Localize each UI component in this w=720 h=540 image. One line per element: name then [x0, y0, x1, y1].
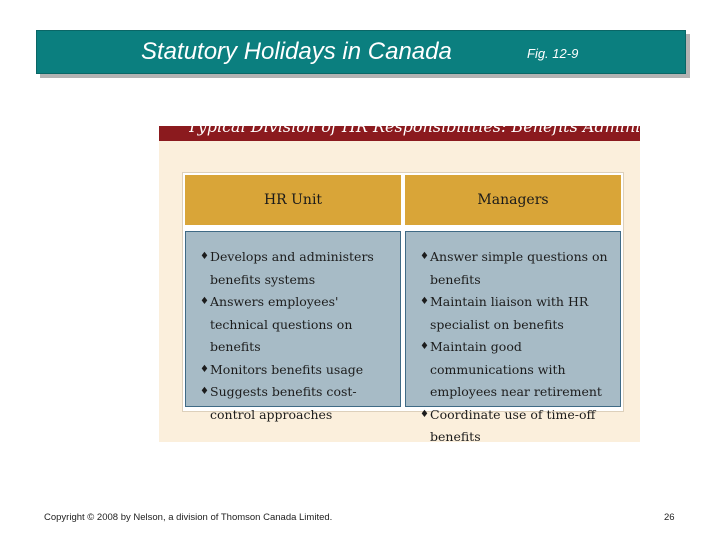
- figure-header: [159, 117, 704, 141]
- copyright-notice: Copyright © 2008 by Nelson, a division of Thomson Canada Limited.: [44, 512, 333, 523]
- list-item: ♦ Monitors benefits usage: [200, 359, 394, 382]
- diamond-bullet-icon: ♦: [420, 296, 429, 307]
- figure-label: Fig. 12-9: [527, 46, 579, 61]
- hr-unit-list: [200, 246, 394, 426]
- diamond-bullet-icon: ♦: [200, 363, 209, 375]
- column-heading-hr-unit: [185, 175, 401, 225]
- list-item: ♦ Develops and administers benefits systems: [200, 246, 394, 291]
- responsibilities-table: [182, 172, 624, 444]
- page-number: 26: [664, 512, 675, 523]
- column-heading-managers: [405, 175, 621, 225]
- diamond-bullet-icon: ♦: [200, 296, 209, 307]
- figure-image: [159, 117, 704, 444]
- managers-list: [420, 246, 614, 449]
- column-heading-label: HR Unit: [263, 192, 323, 208]
- list-item: ♦ Maintain good communications with employees near retirement: [420, 336, 614, 404]
- column-body-managers: [405, 231, 621, 444]
- diamond-bullet-icon: ♦: [420, 408, 429, 420]
- column-heading-label: Managers: [477, 192, 549, 208]
- list-item: ♦ Answer simple questions on benefits: [420, 246, 614, 291]
- diamond-bullet-icon: ♦: [420, 341, 429, 352]
- diamond-bullet-icon: ♦: [200, 386, 209, 397]
- list-item: ♦ Maintain liaison with HR specialist on benefits: [420, 291, 614, 336]
- list-item: ♦ Suggests benefits cost-control approaches: [200, 381, 394, 426]
- diamond-bullet-icon: ♦: [200, 251, 209, 262]
- diamond-bullet-icon: ♦: [420, 251, 429, 262]
- column-body-hr-unit: [185, 231, 401, 422]
- figure-header-text: Typical Division of HR Responsibilities: Benefits Administration: [187, 117, 704, 136]
- list-item: ♦ Answers employees' technical questions on benefits: [200, 291, 394, 359]
- list-item: ♦ Coordinate use of time-off benefits: [420, 404, 614, 449]
- title-bar: [36, 30, 686, 74]
- slide-title: Statutory Holidays in Canada: [141, 38, 452, 65]
